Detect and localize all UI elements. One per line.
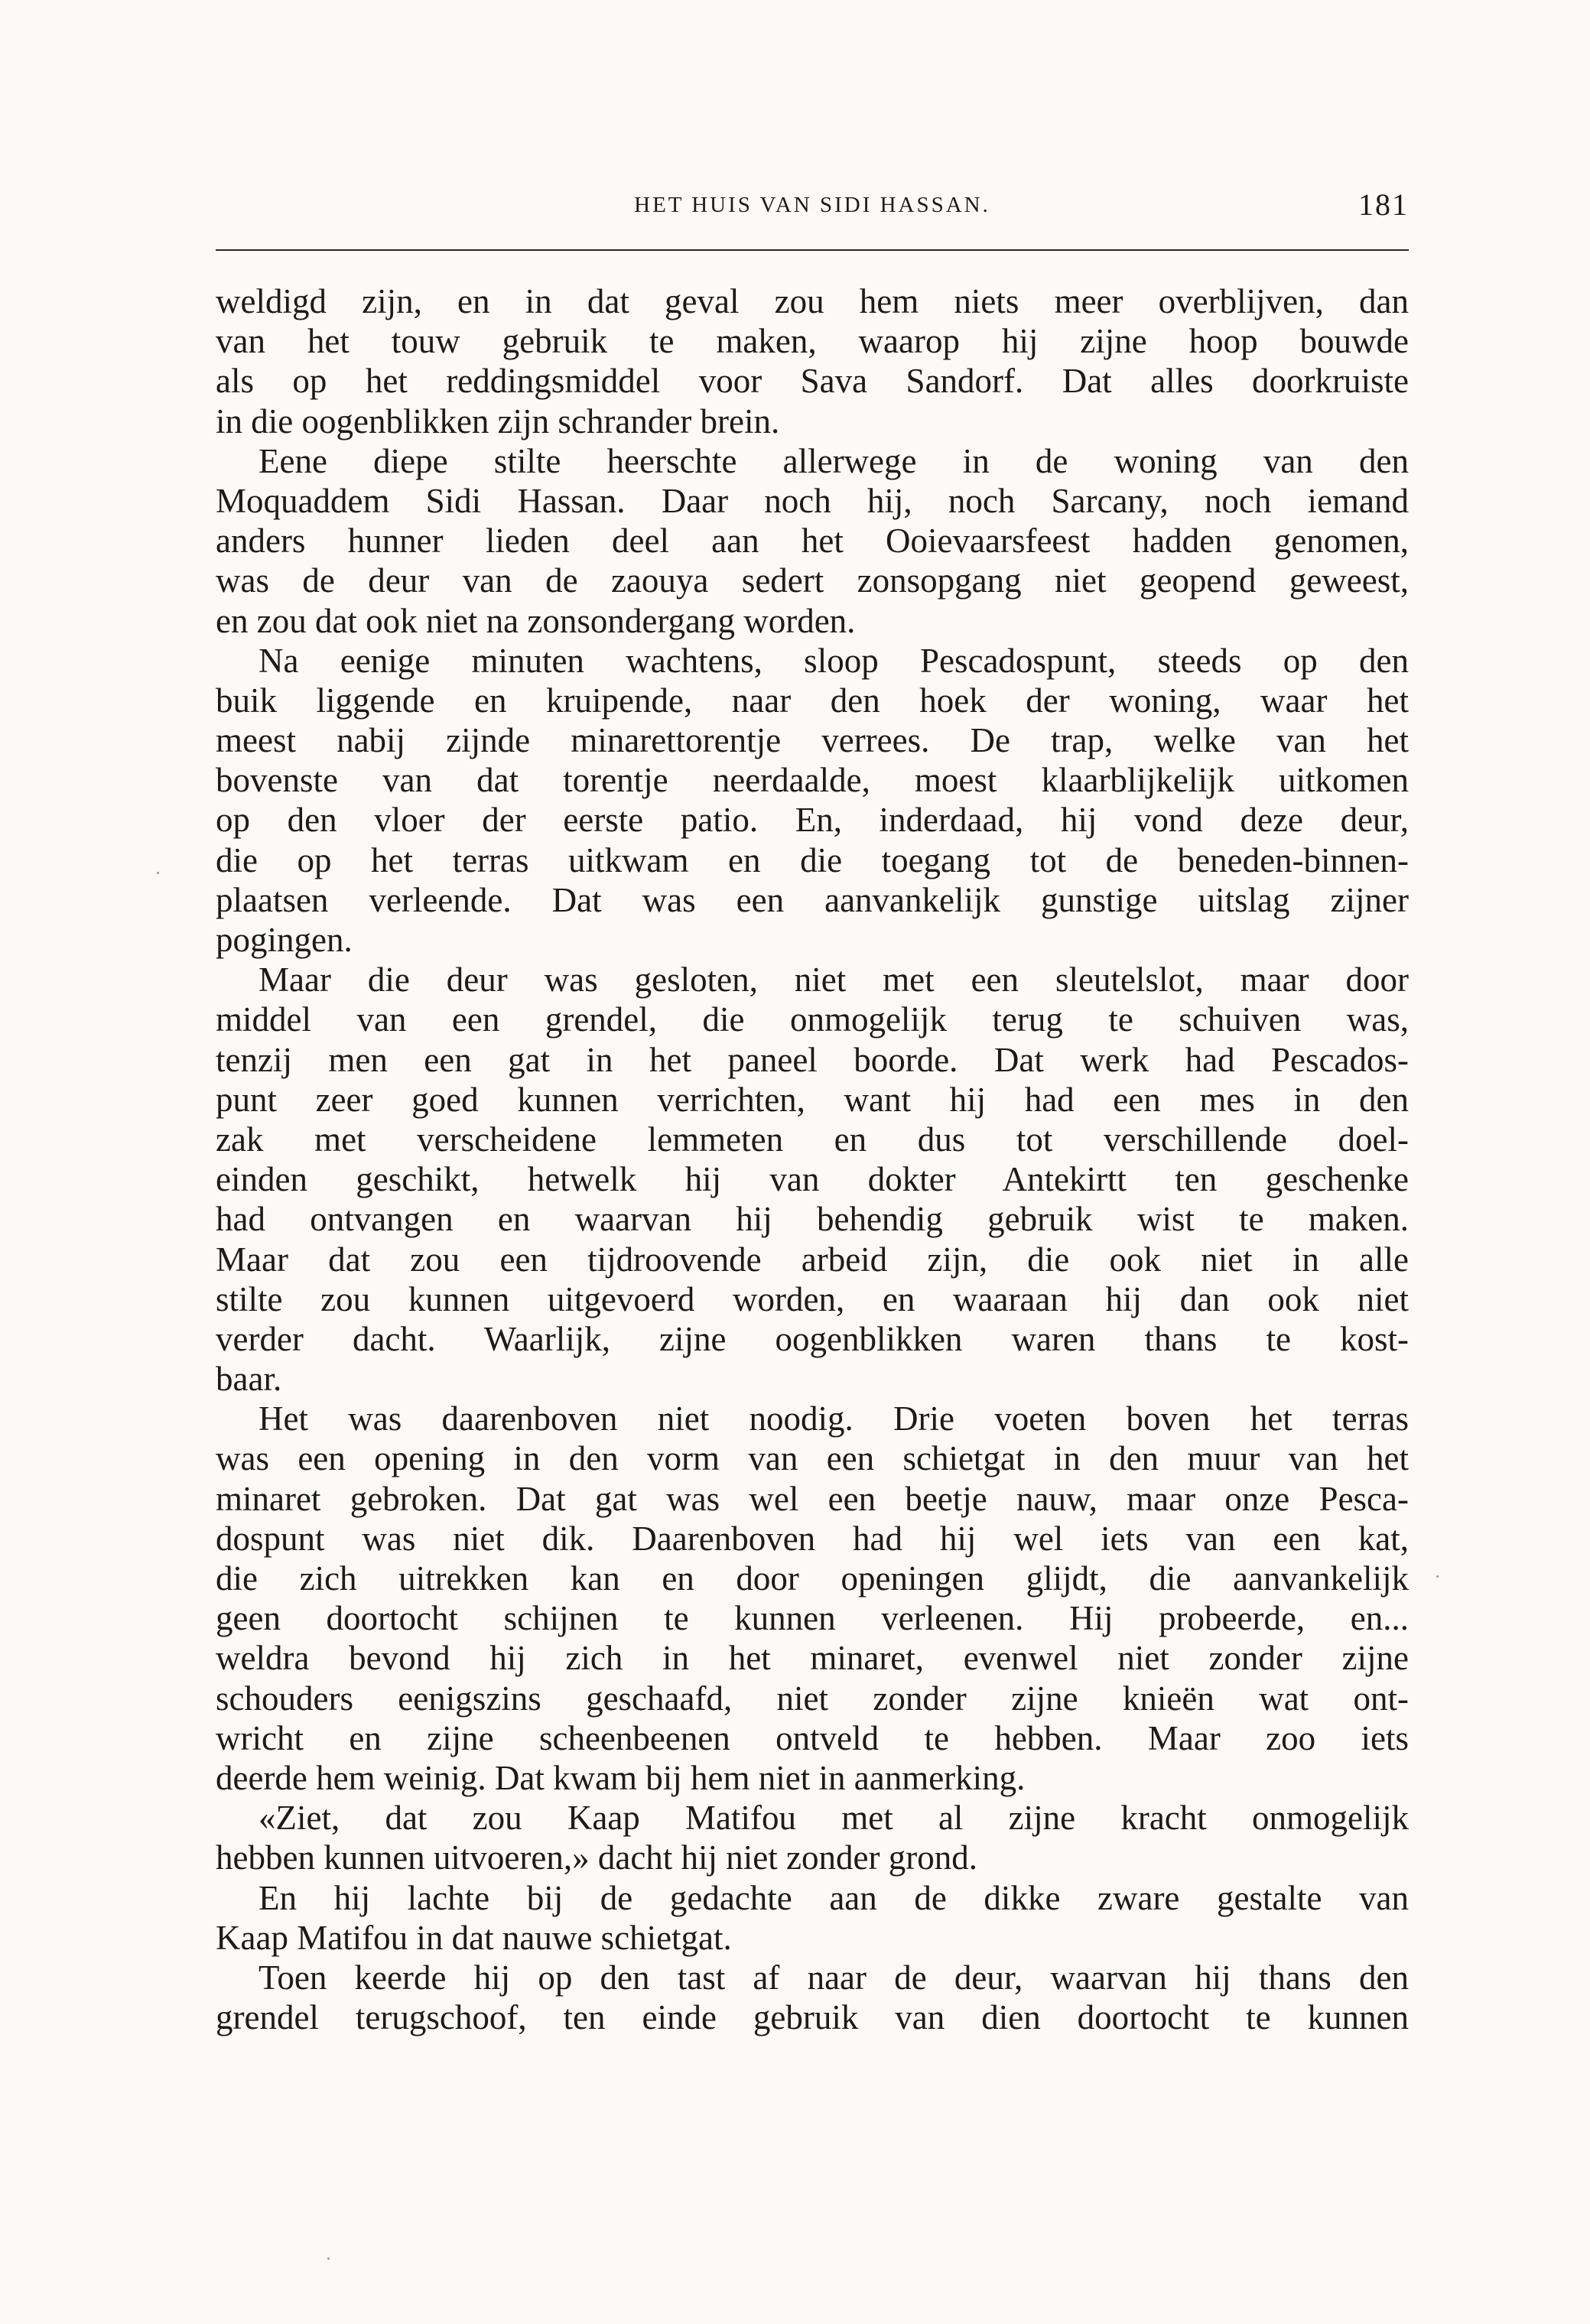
- text-line: was een opening in den vorm van een schietgat in den muur van het: [216, 1439, 1409, 1478]
- text-line: Eene diepe stilte heerschte allerwege in de woning van den: [258, 441, 1409, 480]
- running-title: HET HUIS VAN SIDI HASSAN.: [634, 193, 990, 217]
- text-line: pogingen.: [216, 921, 353, 959]
- text-line: van het touw gebruik te maken, waarop hij zijne hoop bouwde: [216, 322, 1409, 361]
- text-line: middel van een grendel, die onmogelijk terug te schuiven was,: [216, 1000, 1409, 1039]
- text-line: had ontvangen en waarvan hij behendig gebruik wist te maken.: [216, 1200, 1409, 1239]
- text-line: Maar die deur was gesloten, niet met een sleutelslot, maar door: [258, 960, 1409, 999]
- text-line: minaret gebroken. Dat gat was wel een beetje nauw, maar onze Pesca-: [216, 1479, 1409, 1518]
- text-line: dospunt was niet dik. Daarenboven had hij wel iets van een kat,: [216, 1519, 1409, 1558]
- text-line: Kaap Matifou in dat nauwe schietgat.: [216, 1918, 732, 1957]
- text-line: buik liggende en kruipende, naar den hoek der woning, waar het: [216, 681, 1409, 720]
- text-line: anders hunner lieden deel aan het Ooievaarsfeest hadden genomen,: [216, 522, 1409, 561]
- body-text: [216, 281, 1409, 2037]
- text-line: Maar dat zou een tijdroovende arbeid zijn, die ook niet in alle: [216, 1240, 1409, 1279]
- text-line: en zou dat ook niet na zonsondergang worden.: [216, 601, 856, 640]
- text-line: zak met verscheidene lemmeten en dus tot verschillende doel-: [216, 1120, 1409, 1159]
- text-line: einden geschikt, hetwelk hij van dokter Antekirtt ten geschenke: [216, 1160, 1409, 1199]
- text-line: wricht en zijne scheenbeenen ontveld te hebben. Maar zoo iets: [216, 1718, 1409, 1757]
- text-line: die zich uitrekken kan en door openingen glijdt, die aanvankelijk: [216, 1559, 1409, 1598]
- paper-speck: [327, 2257, 330, 2260]
- text-line: weldigd zijn, en in dat geval zou hem niets meer overblijven, dan: [216, 282, 1409, 320]
- paper-speck: [157, 872, 159, 874]
- text-line: plaatsen verleende. Dat was een aanvankelijk gunstige uitslag zijner: [216, 880, 1409, 919]
- text-line: Na eenige minuten wachtens, sloop Pescadospunt, steeds op den: [258, 641, 1409, 680]
- text-line: En hij lachte bij de gedachte aan de dikke zware gestalte van: [258, 1878, 1409, 1917]
- text-line: hebben kunnen uitvoeren,» dacht hij niet zonder grond.: [216, 1838, 977, 1877]
- text-line: weldra bevond hij zich in het minaret, evenwel niet zonder zijne: [216, 1639, 1409, 1678]
- text-line: verder dacht. Waarlijk, zijne oogenblikken waren thans te kost-: [216, 1319, 1409, 1358]
- text-line: punt zeer goed kunnen verrichten, want hij had een mes in den: [216, 1080, 1409, 1119]
- text-line: schouders eenigszins geschaafd, niet zonder zijne knieën wat ont-: [216, 1679, 1409, 1718]
- header-rule: [216, 249, 1409, 251]
- text-line: meest nabij zijnde minarettorentje verrees. De trap, welke van het: [216, 721, 1409, 760]
- text-line: die op het terras uitkwam en die toegang tot de beneden-binnen-: [216, 840, 1409, 879]
- text-line: bovenste van dat torentje neerdaalde, moest klaarblijkelijk uitkomen: [216, 761, 1409, 800]
- text-line: «Ziet, dat zou Kaap Matifou met al zijne kracht onmogelijk: [258, 1799, 1409, 1838]
- text-line: in die oogenblikken zijn schrander brein.: [216, 401, 780, 440]
- text-line: was de deur van de zaouya sedert zonsopgang niet geopend geweest,: [216, 561, 1409, 600]
- text-line: tenzij men een gat in het paneel boorde. Dat werk had Pescados-: [216, 1040, 1409, 1079]
- text-line: Toen keerde hij op den tast af naar de deur, waarvan hij thans den: [258, 1958, 1409, 1997]
- text-line: op den vloer der eerste patio. En, inderdaad, hij vond deze deur,: [216, 801, 1409, 840]
- text-line: als op het reddingsmiddel voor Sava Sandorf. Dat alles doorkruiste: [216, 362, 1409, 401]
- paper-speck: [1436, 1575, 1439, 1578]
- page-number: 181: [1358, 187, 1409, 222]
- text-line: stilte zou kunnen uitgevoerd worden, en waaraan hij dan ook niet: [216, 1279, 1409, 1318]
- text-line: Het was daarenboven niet noodig. Drie voeten boven het terras: [258, 1399, 1409, 1438]
- page-header: [216, 182, 1409, 228]
- text-line: deerde hem weinig. Dat kwam bij hem niet in aanmerking.: [216, 1758, 1026, 1797]
- text-line: baar.: [216, 1360, 282, 1399]
- text-line: grendel terugschoof, ten einde gebruik van dien doortocht te kunnen: [216, 1998, 1409, 2037]
- text-line: Moquaddem Sidi Hassan. Daar noch hij, noch Sarcany, noch iemand: [216, 481, 1409, 520]
- text-line: geen doortocht schijnen te kunnen verleenen. Hij probeerde, en...: [216, 1599, 1409, 1638]
